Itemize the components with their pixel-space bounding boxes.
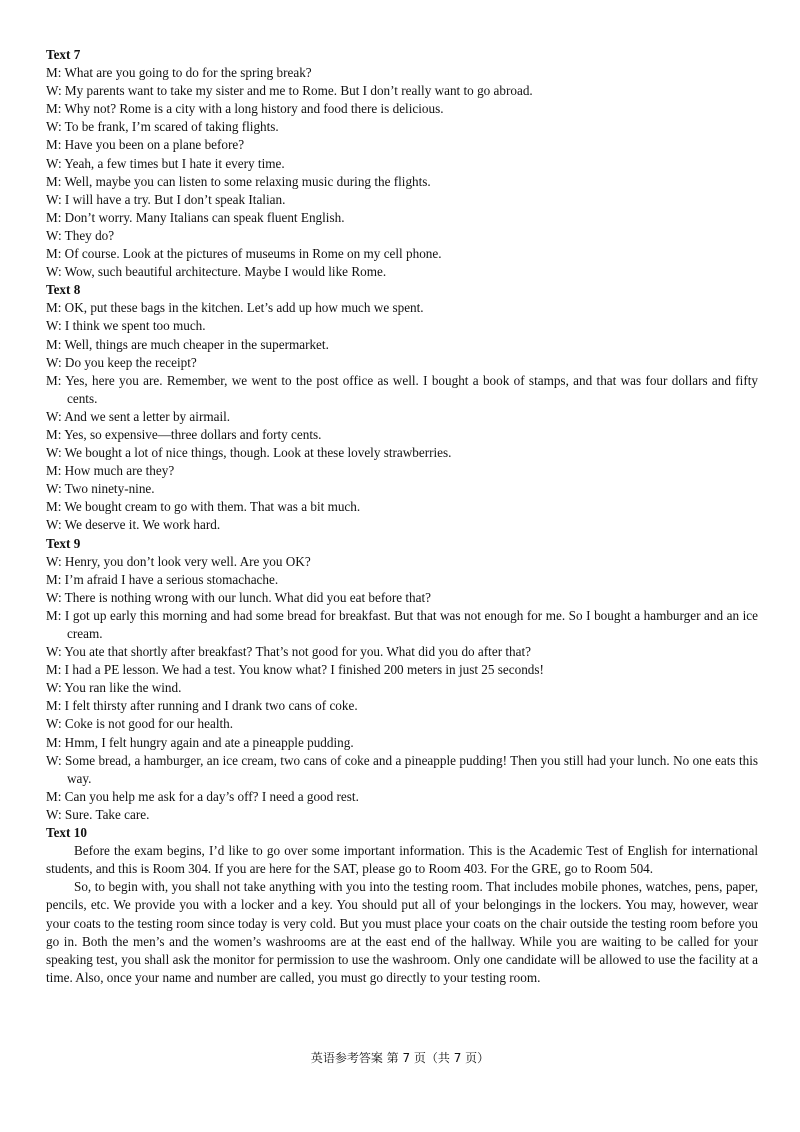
dialogue-line: W: You ran like the wind. <box>46 680 182 696</box>
dialogue-line: W: Yeah, a few times but I hate it every time. <box>46 155 285 171</box>
monologue-paragraph: So, to begin with, you shall not take anything with you into the testing room. That includes mobile phones, watches, pens, paper, pencils, etc. We provide you with a locker and a key. You should put all of your belongings in the lockers. You may, however, wear your coats to the testing room since today is very cold. But you must place your coats on the chair outside the testing room before you go in. Both the men’s and the women’s washrooms are at the east end of the hallway. While you are waiting to be called for your speaking test, you shall ask the monitor for permission to use the washroom. Only one candidate will be allowed to use the facility at a time. Also, once your name and number are called, you must go directly to your testing room. <box>46 879 758 985</box>
dialogue-line: M: We bought cream to go with them. That was a bit much. <box>46 499 361 515</box>
dialogue-line: M: How much are they? <box>46 463 175 479</box>
dialogue-line: M: Well, maybe you can listen to some relaxing music during the flights. <box>46 173 431 189</box>
dialogue-line: W: We bought a lot of nice things, though. Look at these lovely strawberries. <box>46 445 452 461</box>
dialogue-line: W: Two ninety-nine. <box>46 481 155 497</box>
dialogue-line: W: Some bread, a hamburger, an ice cream, two cans of coke and a pineapple pudding! Then you still had your lunch. No one eats this way. <box>46 752 758 786</box>
dialogue-line: M: Why not? Rome is a city with a long history and food there is delicious. <box>46 101 444 117</box>
dialogue-line: W: Wow, such beautiful architecture. Maybe I would like Rome. <box>46 264 387 280</box>
dialogue-line: M: I’m afraid I have a serious stomachache. <box>46 571 279 587</box>
dialogue-line: W: I think we spent too much. <box>46 318 206 334</box>
dialogue-line: M: I had a PE lesson. We had a test. You know what? I finished 200 meters in just 25 seconds! <box>46 662 544 678</box>
dialogue-line: M: I felt thirsty after running and I drank two cans of coke. <box>46 698 358 714</box>
page-footer: 英语参考答案 第 7 页（共 7 页） <box>310 1051 490 1065</box>
dialogue-line: W: Do you keep the receipt? <box>46 354 197 370</box>
text9-section <box>46 535 758 825</box>
text10-section <box>46 824 758 987</box>
dialogue-line: W: My parents want to take my sister and me to Rome. But I don’t really want to go abroad. <box>46 83 533 99</box>
text7-title: Text 7 <box>46 47 81 62</box>
text8-section <box>46 281 758 534</box>
dialogue-line: M: Of course. Look at the pictures of museums in Rome on my cell phone. <box>46 246 442 262</box>
dialogue-line: M: What are you going to do for the spring break? <box>46 65 312 81</box>
dialogue-line: M: Yes, so expensive—three dollars and forty cents. <box>46 426 322 442</box>
dialogue-line: M: Don’t worry. Many Italians can speak fluent English. <box>46 209 345 225</box>
dialogue-line: W: You ate that shortly after breakfast? That’s not good for you. What did you do after that? <box>46 644 532 660</box>
dialogue-line: W: To be frank, I’m scared of taking flights. <box>46 119 279 135</box>
text8-title: Text 8 <box>46 282 81 298</box>
dialogue-line: M: OK, put these bags in the kitchen. Let’s add up how much we spent. <box>46 300 424 316</box>
dialogue-line: M: Well, things are much cheaper in the supermarket. <box>46 336 329 352</box>
dialogue-line: W: I will have a try. But I don’t speak Italian. <box>46 191 286 207</box>
dialogue-line: W: Henry, you don’t look very well. Are you OK? <box>46 553 311 569</box>
text10-title: Text 10 <box>46 825 87 841</box>
dialogue-line: W: They do? <box>46 227 115 243</box>
dialogue-line: M: Have you been on a plane before? <box>46 137 245 153</box>
dialogue-line: M: Can you help me ask for a day’s off? I need a good rest. <box>46 788 359 804</box>
dialogue-line: W: Coke is not good for our health. <box>46 716 234 732</box>
dialogue-line: W: There is nothing wrong with our lunch. What did you eat before that? <box>46 589 432 605</box>
dialogue-line: W: Sure. Take care. <box>46 806 150 822</box>
dialogue-line: W: And we sent a letter by airmail. <box>46 408 231 424</box>
dialogue-line: W: We deserve it. We work hard. <box>46 517 221 533</box>
dialogue-line: M: Yes, here you are. Remember, we went to the post office as well. I bought a book of stamps, and that was four dollars and fifty cents. <box>46 372 758 406</box>
dialogue-line: M: I got up early this morning and had some bread for breakfast. But that was not enough for me. So I bought a hamburger and an ice cream. <box>46 607 758 641</box>
document-page <box>46 46 758 987</box>
text7-section <box>46 46 758 281</box>
dialogue-line: M: Hmm, I felt hungry again and ate a pineapple pudding. <box>46 734 354 750</box>
monologue-paragraph: Before the exam begins, I’d like to go over some important information. This is the Academic Test of English for international students, and this is Room 304. If you are here for the SAT, please go to Room 403. For the GRE, go to Room 504. <box>46 843 758 877</box>
text9-title: Text 9 <box>46 535 81 551</box>
